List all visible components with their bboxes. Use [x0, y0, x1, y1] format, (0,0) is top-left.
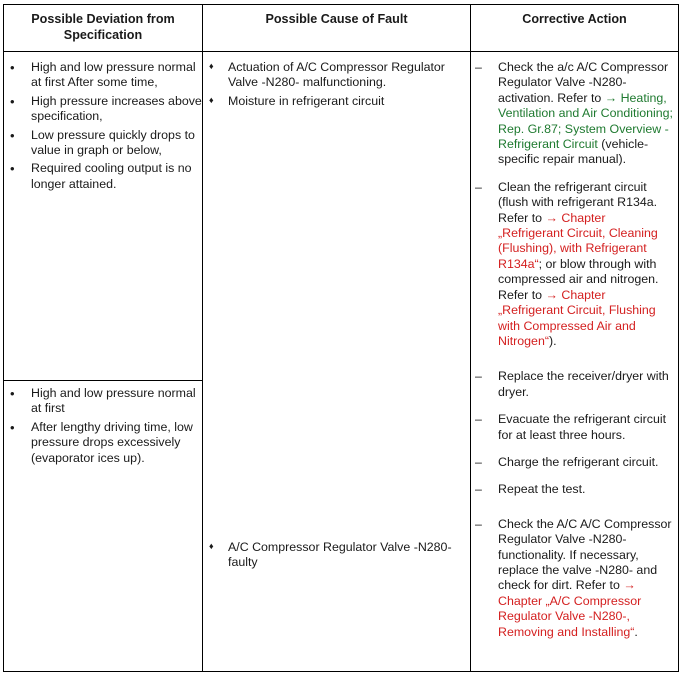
action-item-check-functionality	[471, 517, 678, 640]
list-item: • Required cooling output is no longer attained.	[4, 161, 202, 192]
action-text: Check the A/C A/C Compressor Regulator Valve -N280- functionality. If necessary, replace the valve -N280- and check for dirt. Refer to	[498, 516, 672, 593]
deviation-list-1	[4, 60, 202, 192]
action-item-clean-circuit	[471, 180, 678, 349]
cause-list-b	[203, 540, 470, 574]
list-item: • Low pressure quickly drops to value in graph or below,	[4, 128, 202, 159]
action-item-check-activation	[471, 60, 678, 168]
action-cell	[471, 52, 679, 672]
action-text: ; or blow through with compressed air and nitrogen. Refer to	[498, 256, 659, 302]
deviation-cell-1	[4, 52, 203, 381]
header-action: Corrective Action	[471, 5, 679, 52]
cause-cell	[203, 52, 471, 672]
deviation-list-2	[4, 386, 202, 466]
action-item-evacuate: – Evacuate the refrigerant circuit for at least three hours.	[471, 412, 678, 443]
deviation-cell-2	[4, 381, 203, 672]
list-item: • High pressure increases above specification,	[4, 94, 202, 125]
chapter-link-flushing-r134a[interactable]: → Chapter „Refrigerant Circuit, Cleaning (Flushing), with Refrigerant R134a“	[498, 210, 658, 271]
header-cause: Possible Cause of Fault	[203, 5, 471, 52]
action-text: .	[634, 624, 638, 639]
cause-list-a	[203, 60, 470, 109]
action-item-replace-dryer: – Replace the receiver/dryer with dryer.	[471, 369, 678, 400]
list-item: • After lengthy driving time, low pressure drops excessively (evaporator ices up).	[4, 420, 202, 466]
action-item-repeat-test: – Repeat the test.	[471, 482, 678, 497]
list-item: • High and low pressure normal at first After some time,	[4, 60, 202, 91]
action-list	[471, 60, 678, 640]
list-item: ♦ Actuation of A/C Compressor Regulator Valve -N280- malfunctioning.	[203, 60, 470, 91]
action-text: ).	[548, 333, 557, 348]
list-item: ♦ A/C Compressor Regulator Valve -N280- faulty	[203, 540, 470, 571]
chapter-link-regulator-valve[interactable]: → Chapter „A/C Compressor Regulator Valve -N280-, Removing and Installing“	[498, 578, 642, 639]
diagnosis-table	[3, 4, 679, 672]
action-text: Clean the refrigerant circuit (flush with refrigerant R134a. Refer to	[498, 179, 658, 225]
header-row	[4, 5, 679, 52]
action-text: Check the a/c A/C Compressor Regulator Valve -N280- activation. Refer to	[498, 60, 669, 105]
action-text: (vehicle-specific repair manual).	[498, 137, 649, 167]
list-item: • High and low pressure normal at first	[4, 386, 202, 417]
action-item-charge: – Charge the refrigerant circuit.	[471, 455, 678, 470]
header-deviation: Possible Deviation from Specification	[4, 5, 203, 52]
list-item: ♦ Moisture in refrigerant circuit	[203, 94, 470, 109]
table-row	[4, 52, 679, 381]
repair-manual-link[interactable]: → Heating, Ventilation and Air Conditioning; Rep. Gr.87; System Overview - Refrigerant Circuit	[498, 90, 673, 152]
chapter-link-flushing-nitrogen[interactable]: → Chapter „Refrigerant Circuit, Flushing with Compressed Air and Nitrogen“	[498, 287, 656, 348]
